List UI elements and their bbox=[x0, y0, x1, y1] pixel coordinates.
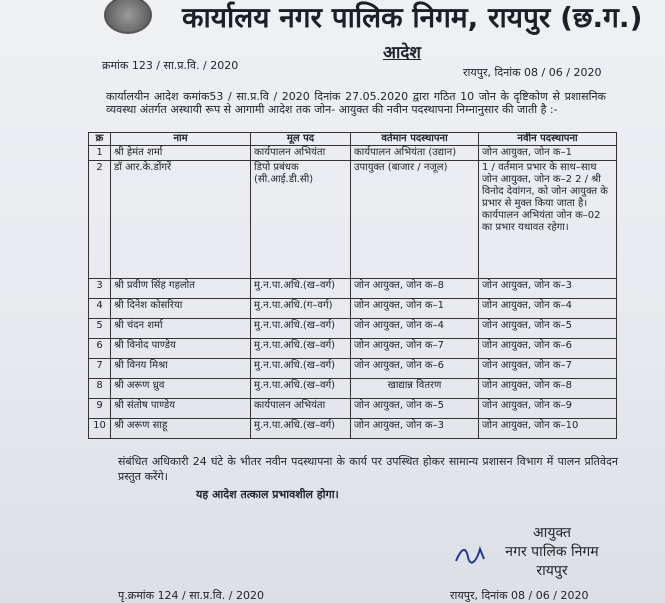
cell-current: जोन आयुक्त, जोन क–5 bbox=[351, 399, 479, 419]
reference-number: क्रमांक 123 / सा.प्र.वि. / 2020 bbox=[102, 59, 239, 72]
emblem-seal-icon bbox=[104, 0, 152, 34]
table-header-row bbox=[89, 133, 617, 146]
cell-post: मु.न.पा.अधि.(ग–वर्ग) bbox=[251, 299, 351, 319]
endorsement-number: पृ.क्रमांक 124 / सा.प्र.वि. / 2020 bbox=[118, 589, 264, 602]
cell-current: जोन आयुक्त, जोन क–1 bbox=[351, 299, 479, 319]
header-new-posting: नवीन पदस्थापना bbox=[479, 133, 617, 146]
cell-serial: 10 bbox=[89, 419, 111, 439]
cell-new: जोन आयुक्त, जोन क–1 bbox=[479, 146, 617, 161]
closing-paragraph: संबंधित अधिकारी 24 घंटे के भीतर नवीन पदस्थापना के कार्य पर उपस्थित होकर सामान्य प्रशासन विभाग में पालन प्रतिवेदन प्रस्तुत करेंगे। bbox=[118, 455, 618, 483]
intro-paragraph: कार्यालयीन आदेश कमांक53 / सा.प्र.वि / 2020 दिनांक 27.05.2020 द्वारा गठित 10 जोन के दृष्टिकोण से प्रशासनिक व्यवस्था अंतर्गत अस्थायी रूप से आगामी आदेश तक जोन- आयुक्त की नवीन पदस्थापना निम्नानुसार की जाती है :- bbox=[106, 90, 606, 116]
cell-post: मु.न.पा.अधि.(ख–वर्ग) bbox=[251, 339, 351, 359]
table-row bbox=[89, 161, 617, 279]
table-row bbox=[89, 419, 617, 439]
cell-name: श्री संतोष पाण्डेय bbox=[111, 399, 251, 419]
cell-name: श्री अरूण साहू bbox=[111, 419, 251, 439]
posting-table bbox=[88, 132, 617, 439]
cell-new: जोन आयुक्त, जोन क–8 bbox=[479, 379, 617, 399]
header-original-post: मूल पद bbox=[251, 133, 351, 146]
table-row bbox=[89, 339, 617, 359]
cell-current: जोन आयुक्त, जोन क–3 bbox=[351, 419, 479, 439]
endorsement-date: रायपुर, दिनांक 08 / 06 / 2020 bbox=[450, 589, 589, 602]
cell-serial: 3 bbox=[89, 279, 111, 299]
cell-serial: 2 bbox=[89, 161, 111, 279]
cell-name: श्री हेमंत शर्मा bbox=[111, 146, 251, 161]
table-row bbox=[89, 299, 617, 319]
cell-serial: 6 bbox=[89, 339, 111, 359]
table-row bbox=[89, 146, 617, 161]
cell-post: मु.न.पा.अधि.(ख–वर्ग) bbox=[251, 279, 351, 299]
cell-serial: 1 bbox=[89, 146, 111, 161]
cell-name: डॉ आर.के.डोंगरें bbox=[111, 161, 251, 279]
cell-name: श्री विनोद पाण्डेय bbox=[111, 339, 251, 359]
office-title: कार्यालय नगर पालिक निगम, रायपुर (छ.ग.) bbox=[182, 1, 643, 34]
cell-current: जोन आयुक्त, जोन क–4 bbox=[351, 319, 479, 339]
table-row bbox=[89, 319, 617, 339]
signature-designation: आयुक्त bbox=[533, 525, 571, 541]
header-serial: क्र bbox=[89, 133, 111, 146]
cell-serial: 8 bbox=[89, 379, 111, 399]
cell-new: जोन आयुक्त, जोन क–3 bbox=[479, 279, 617, 299]
table-row bbox=[89, 399, 617, 419]
cell-new: जोन आयुक्त, जोन क–6 bbox=[479, 339, 617, 359]
cell-post: मु.न.पा.अधि.(ख–वर्ग) bbox=[251, 419, 351, 439]
signature-block bbox=[482, 524, 622, 581]
signature-office: नगर पालिक निगम bbox=[505, 544, 599, 560]
cell-name: श्री अरूण ध्रुव bbox=[111, 379, 251, 399]
cell-name: श्री प्रवीण सिंह गहलोत bbox=[111, 279, 251, 299]
cell-post: कार्यपालन अभियंता bbox=[251, 399, 351, 419]
table-row bbox=[89, 379, 617, 399]
cell-current: खाद्यान्न वितरण bbox=[351, 379, 479, 399]
cell-current: कार्यपालन अभियंता (उद्यान) bbox=[351, 146, 479, 161]
cell-current: जोन आयुक्त, जोन क–6 bbox=[351, 359, 479, 379]
cell-current: जोन आयुक्त, जोन क–7 bbox=[351, 339, 479, 359]
cell-post: मु.न.पा.अधि.(ख–वर्ग) bbox=[251, 319, 351, 339]
cell-current: उपायुक्त (बाजार / नजूल) bbox=[351, 161, 479, 279]
cell-new: जोन आयुक्त, जोन क–10 bbox=[479, 419, 617, 439]
cell-serial: 4 bbox=[89, 299, 111, 319]
cell-name: श्री चंदन शर्मा bbox=[111, 319, 251, 339]
cell-post: डिपो प्रबंधक (सी.आई.डी.सी) bbox=[251, 161, 351, 279]
cell-serial: 5 bbox=[89, 319, 111, 339]
cell-post: मु.न.पा.अधि.(ख–वर्ग) bbox=[251, 359, 351, 379]
order-heading: आदेश bbox=[383, 43, 421, 63]
cell-name: श्री विनय मिश्रा bbox=[111, 359, 251, 379]
cell-new: जोन आयुक्त, जोन क–9 bbox=[479, 399, 617, 419]
cell-post: कार्यपालन अभियंता bbox=[251, 146, 351, 161]
cell-current: जोन आयुक्त, जोन क–8 bbox=[351, 279, 479, 299]
cell-serial: 7 bbox=[89, 359, 111, 379]
table-row bbox=[89, 359, 617, 379]
cell-new: जोन आयुक्त, जोन क–4 bbox=[479, 299, 617, 319]
cell-new: 1 / वर्तमान प्रभार के साथ–साथ जोन आयुक्त, जोन क–2 2 / श्री विनोद देवांगन, को जोन आयुक्त के प्रभार से मुक्त किया जाता है। कार्यपालन अभियंता जोन क–02 का प्रभार यथावत रहेगा। bbox=[479, 161, 617, 279]
cell-post: मु.न.पा.अधि.(ख–वर्ग) bbox=[251, 379, 351, 399]
effect-statement: यह आदेश तत्काल प्रभावशील होगा। bbox=[196, 488, 339, 501]
header-current-posting: वर्तमान पदस्थापना bbox=[351, 133, 479, 146]
cell-new: जोन आयुक्त, जोन क–5 bbox=[479, 319, 617, 339]
reference-date: रायपुर, दिनांक 08 / 06 / 2020 bbox=[463, 66, 602, 79]
cell-new: जोन आयुक्त, जोन क–7 bbox=[479, 359, 617, 379]
header-name: नाम bbox=[111, 133, 251, 146]
signature-city: रायपुर bbox=[536, 563, 568, 579]
cell-serial: 9 bbox=[89, 399, 111, 419]
table-row bbox=[89, 279, 617, 299]
cell-name: श्री दिनेश कोसरिया bbox=[111, 299, 251, 319]
